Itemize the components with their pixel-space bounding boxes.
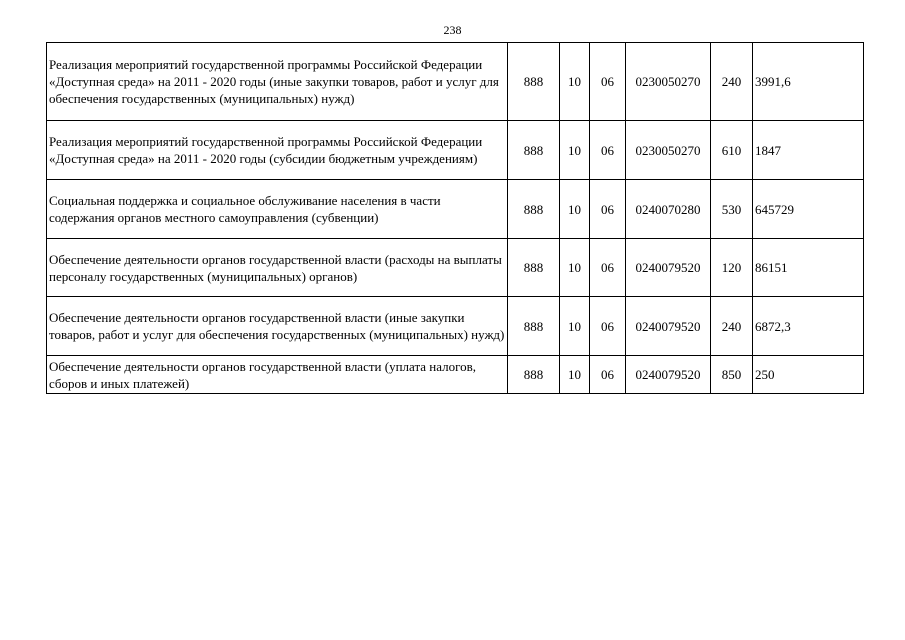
expense-type-code: 610 [711,121,753,180]
ministry-code: 888 [508,356,560,394]
section-code: 10 [560,43,590,121]
section-code: 10 [560,121,590,180]
expense-type-code: 240 [711,43,753,121]
ministry-code: 888 [508,121,560,180]
ministry-code: 888 [508,43,560,121]
subsection-code: 06 [590,239,626,297]
subsection-code: 06 [590,121,626,180]
amount: 86151 [753,239,864,297]
row-description: Обеспечение деятельности органов государственной власти (уплата налогов, сборов и иных платежей) [47,356,508,394]
amount: 1847 [753,121,864,180]
target-article-code: 0230050270 [626,121,711,180]
table-row [47,297,864,356]
amount: 3991,6 [753,43,864,121]
target-article-code: 0240079520 [626,297,711,356]
subsection-code: 06 [590,43,626,121]
row-description: Реализация мероприятий государственной программы Российской Федерации «Доступная среда» на 2011 - 2020 годы (субсидии бюджетным учреждениям) [47,121,508,180]
subsection-code: 06 [590,297,626,356]
budget-table [46,42,864,394]
row-description: Обеспечение деятельности органов государственной власти (иные закупки товаров, работ и услуг для обеспечения государственных (муниципальных) нужд) [47,297,508,356]
amount: 645729 [753,180,864,239]
section-code: 10 [560,180,590,239]
expense-type-code: 240 [711,297,753,356]
ministry-code: 888 [508,297,560,356]
table-row [47,180,864,239]
target-article-code: 0240079520 [626,239,711,297]
expense-type-code: 850 [711,356,753,394]
section-code: 10 [560,297,590,356]
target-article-code: 0240079520 [626,356,711,394]
target-article-code: 0240070280 [626,180,711,239]
page-number: 238 [443,23,462,37]
section-code: 10 [560,356,590,394]
table-row [47,43,864,121]
row-description: Реализация мероприятий государственной программы Российской Федерации «Доступная среда» на 2011 - 2020 годы (иные закупки товаров, работ и услуг для обеспечения государственных (муниципальных) нужд) [47,43,508,121]
table-row [47,121,864,180]
amount: 250 [753,356,864,394]
section-code: 10 [560,239,590,297]
ministry-code: 888 [508,239,560,297]
table-row [47,356,864,394]
expense-type-code: 120 [711,239,753,297]
subsection-code: 06 [590,180,626,239]
ministry-code: 888 [508,180,560,239]
target-article-code: 0230050270 [626,43,711,121]
row-description: Обеспечение деятельности органов государственной власти (расходы на выплаты персоналу государственных (муниципальных) органов) [47,239,508,297]
amount: 6872,3 [753,297,864,356]
subsection-code: 06 [590,356,626,394]
table-row [47,239,864,297]
row-description: Социальная поддержка и социальное обслуживание населения в части содержания органов местного самоуправления (субвенции) [47,180,508,239]
expense-type-code: 530 [711,180,753,239]
